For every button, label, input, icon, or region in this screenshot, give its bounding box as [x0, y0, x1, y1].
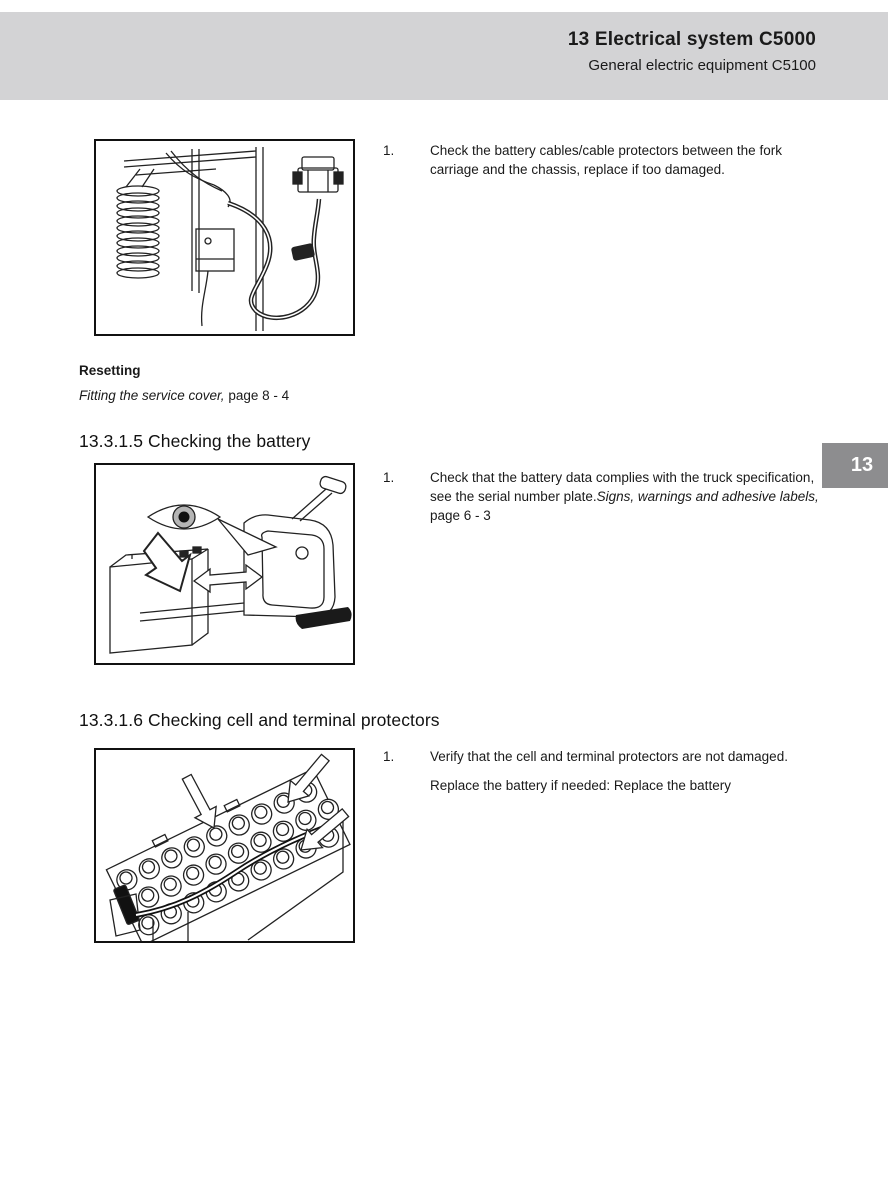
chapter-tab	[822, 443, 888, 488]
eye-icon	[148, 505, 220, 529]
reference-page: page 6 - 3	[430, 508, 491, 523]
chapter-title: 13 Electrical system C5000	[567, 29, 816, 50]
step-line-1: Verify that the cell and terminal protectors are not damaged.	[430, 749, 788, 764]
step-number: 1.	[383, 143, 395, 158]
figure-cell-protectors	[94, 748, 355, 943]
figure-battery-cables	[94, 139, 355, 336]
figure-battery-check	[94, 463, 355, 665]
double-arrow	[194, 565, 262, 592]
cross-reference	[79, 388, 289, 403]
foot-platform	[296, 607, 352, 629]
battery-cables-and-mast-drawing	[96, 141, 353, 334]
step-text: Check the battery cables/cable protectors between the fork carriage and the chassis, replace if too damaged.	[430, 143, 782, 177]
chapter-subtitle: General electric equipment C5100	[588, 57, 816, 74]
step-text	[430, 747, 826, 795]
battery-visual-check-drawing	[96, 465, 353, 663]
chapter-tab-label: 13	[850, 454, 874, 476]
section-heading-battery: 13.3.1.5 Checking the battery	[79, 431, 311, 451]
step-number: 1.	[383, 749, 395, 764]
reference-title: Fitting the service cover,	[79, 388, 225, 403]
section-heading-cell-protectors: 13.3.1.6 Checking cell and terminal protectors	[79, 710, 440, 730]
view-arrow-to-truck	[218, 519, 276, 555]
view-arrow-to-battery	[144, 533, 190, 591]
battery-cell-caps-drawing	[96, 750, 353, 941]
reference-page: page 8 - 4	[224, 388, 290, 403]
reference-title: Signs, warnings and adhesive labels,	[596, 489, 819, 504]
step-number: 1.	[383, 470, 395, 485]
step-text	[430, 468, 826, 525]
page-header	[0, 12, 888, 100]
resetting-label: Resetting	[79, 363, 141, 378]
step-text-main: Check that the battery data complies with the truck specification, see the serial number plate.	[430, 470, 815, 504]
step-line-2: Replace the battery if needed: Replace the battery	[430, 778, 731, 793]
